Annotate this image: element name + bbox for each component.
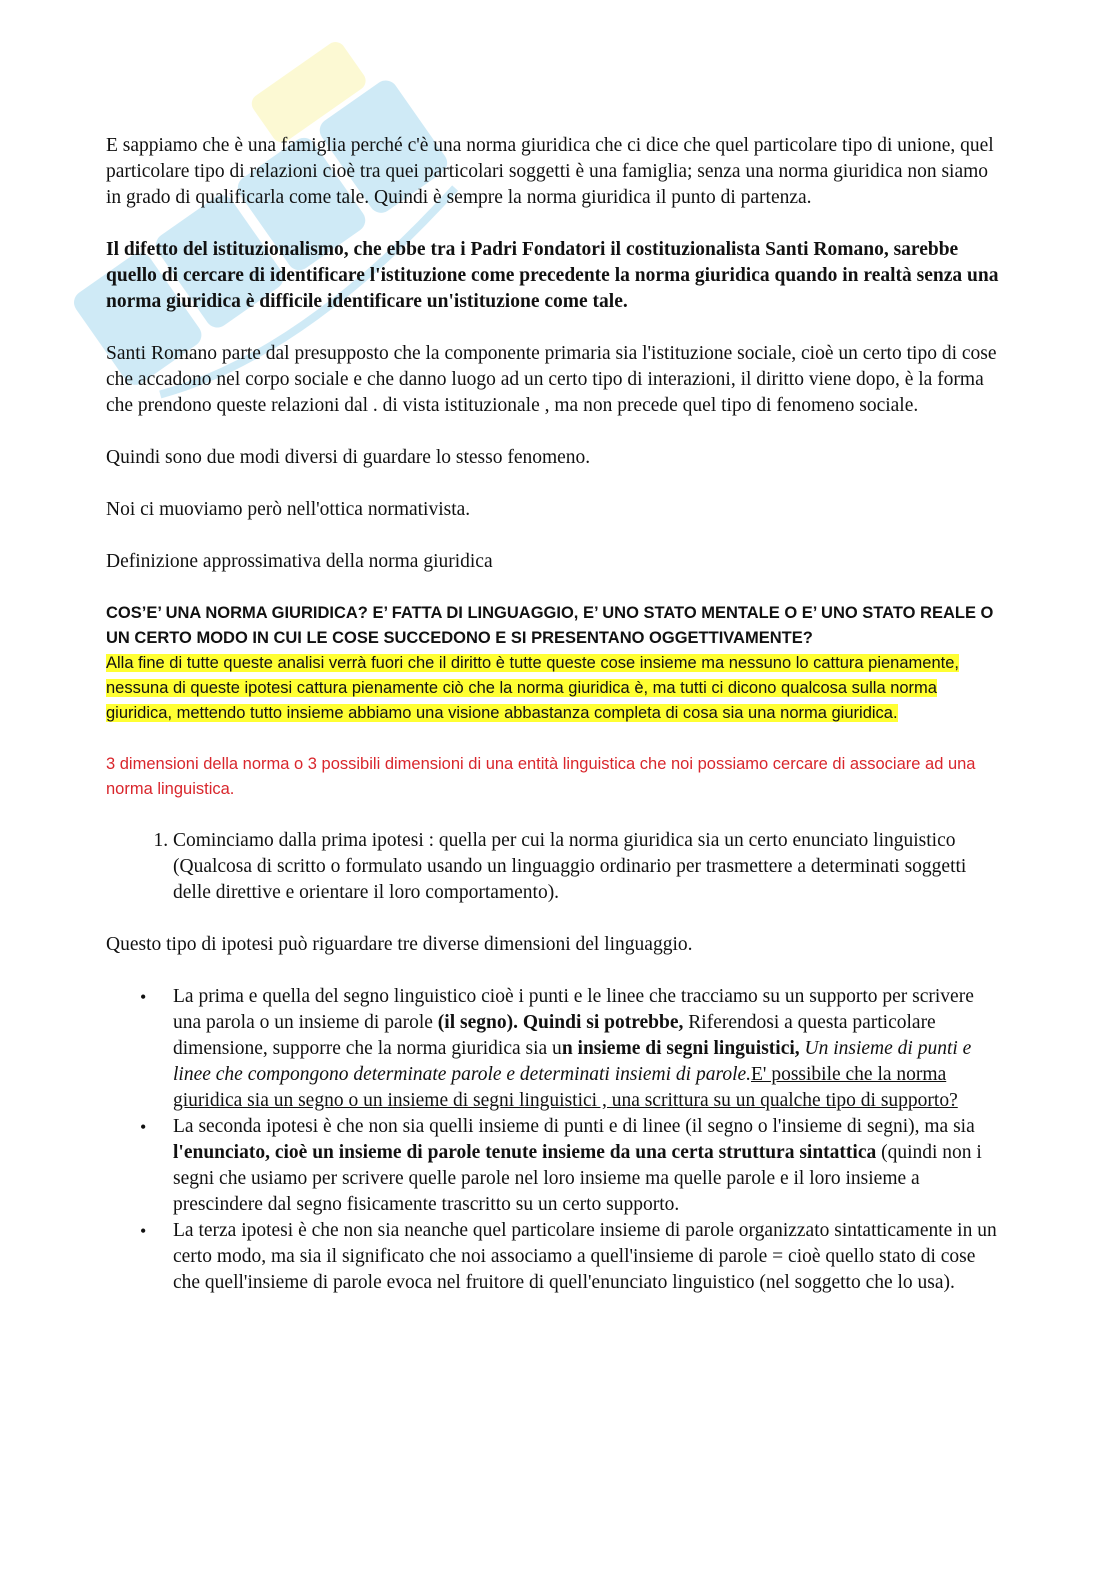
question-block: [106, 601, 1006, 726]
bullet-enunciato-text: La seconda ipotesi è che non sia quelli insieme di punti e di linee (il segno o l'insieme di segni), ma sia: [173, 1116, 975, 1137]
list-item-prima-ipotesi: 1. Cominciamo dalla prima ipotesi : quella per cui la norma giuridica sia un certo enunciato linguistico (Qualcosa di scritto o formulato usando un linguaggio ordinario per trasmettere a determinati soggetti delle direttive e orientare il loro comportamento).: [173, 828, 1006, 906]
bullet-list: [106, 984, 1006, 1296]
paragraph-famiglia: E sappiamo che è una famiglia perché c'è una norma giuridica che ci dice che quel particolare tipo di unione, quel particolare tipo di relazioni cioè tra quei particolari soggetti è una famiglia; senza una norma giuridica non siamo in grado di qualificarla come tale. Quindi è sempre la norma giuridica il punto di partenza.: [106, 135, 994, 208]
bullet-enunciato-bold: l'enunciato, cioè un insieme di parole tenute insieme da una certa struttura sintattica: [173, 1142, 877, 1163]
bullet-enunciato: [173, 1114, 1006, 1218]
paragraph-due-modi: Quindi sono due modi diversi di guardare lo stesso fenomeno.: [106, 447, 591, 468]
red-note: 3 dimensioni della norma o 3 possibili dimensioni di una entità linguistica che noi possiamo cercare di associare ad una norma linguistica.: [106, 755, 976, 798]
document-page: [106, 133, 1006, 1296]
paragraph-definizione: Definizione approssimativa della norma giuridica: [106, 551, 493, 572]
paragraph-tre-dimensioni: Questo tipo di ipotesi può riguardare tre diverse dimensioni del linguaggio.: [106, 934, 693, 955]
bullet-segno-underlined: E' possibile che la norma giuridica sia un segno o un insieme di segni linguistici , una scrittura su un qualche tipo di supporto?: [173, 1064, 958, 1111]
bullet-enunciato-text-2: (quindi non i segni che usiamo per scrivere quelle parole nel loro insieme ma quelle parole e il loro insieme a prescindere dal segno fisicamente trascritto su un certo supporto.: [173, 1142, 982, 1215]
paragraph-normativista: Noi ci muoviamo però nell'ottica normativista.: [106, 499, 471, 520]
highlighted-text: Alla fine di tutte queste analisi verrà fuori che il diritto è tutte queste cose insieme ma nessuno lo cattura pienamente, nessuna di queste ipotesi cattura pienamente ciò che la norma giuridica è, ma tutti ci dicono qualcosa sulla norma giuridica, mettendo tutto insieme abbiamo una visione abbastanza completa di cosa sia una norma giuridica.: [106, 654, 959, 722]
ordered-list: [106, 828, 1006, 906]
question-heading: COS’E’ UNA NORMA GIURIDICA? E’ FATTA DI LINGUAGGIO, E’ UNO STATO MENTALE O E’ UNO STATO REALE O UN CERTO MODO IN CUI LE COSE SUCCEDONO E SI PRESENTANO OGGETTIVAMENTE?: [106, 604, 994, 647]
bullet-segno-bold-2: n insieme di segni linguistici,: [561, 1038, 800, 1059]
bullet-segno-text-2: Riferendosi a questa particolare dimensione, supporre che la norma giuridica sia u: [173, 1012, 936, 1059]
bullet-segno: [173, 984, 1006, 1114]
bullet-significato: • La terza ipotesi è che non sia neanche quel particolare insieme di parole organizzato sintatticamente in un certo modo, ma sia il significato che noi associamo a quell'insieme di parole = cioè quello stato di cose che quell'insieme di parole evoca nel fruitore di quell'enunciato linguistico (nel soggetto che lo usa).: [173, 1218, 1006, 1296]
bullet-segno-bold: (il segno). Quindi si potrebbe,: [437, 1012, 684, 1033]
paragraph-istituzionalismo: Il difetto del istituzionalismo, che ebbe tra i Padri Fondatori il costituzionalista Santi Romano, sarebbe quello di cercare di identificare l'istituzione come precedente la norma giuridica quando in realtà senza una norma giuridica è difficile identificare un'istituzione come tale.: [106, 239, 999, 312]
bullet-segno-text: La prima e quella del segno linguistico cioè i punti e le linee che tracciamo su un supporto per scrivere una parola o un insieme di parole: [173, 986, 974, 1033]
bullet-segno-italic: Un insieme di punti e linee che compongono determinate parole e determinati insiemi di parole.: [173, 1038, 972, 1085]
paragraph-santi-romano: Santi Romano parte dal presupposto che la componente primaria sia l'istituzione sociale, cioè un certo tipo di cose che accadono nel corpo sociale e che danno luogo ad un certo tipo di interazioni, il diritto viene dopo, è la forma che prendono queste relazioni dal . di vista istituzionale , ma non precede quel tipo di fenomeno sociale.: [106, 343, 997, 416]
